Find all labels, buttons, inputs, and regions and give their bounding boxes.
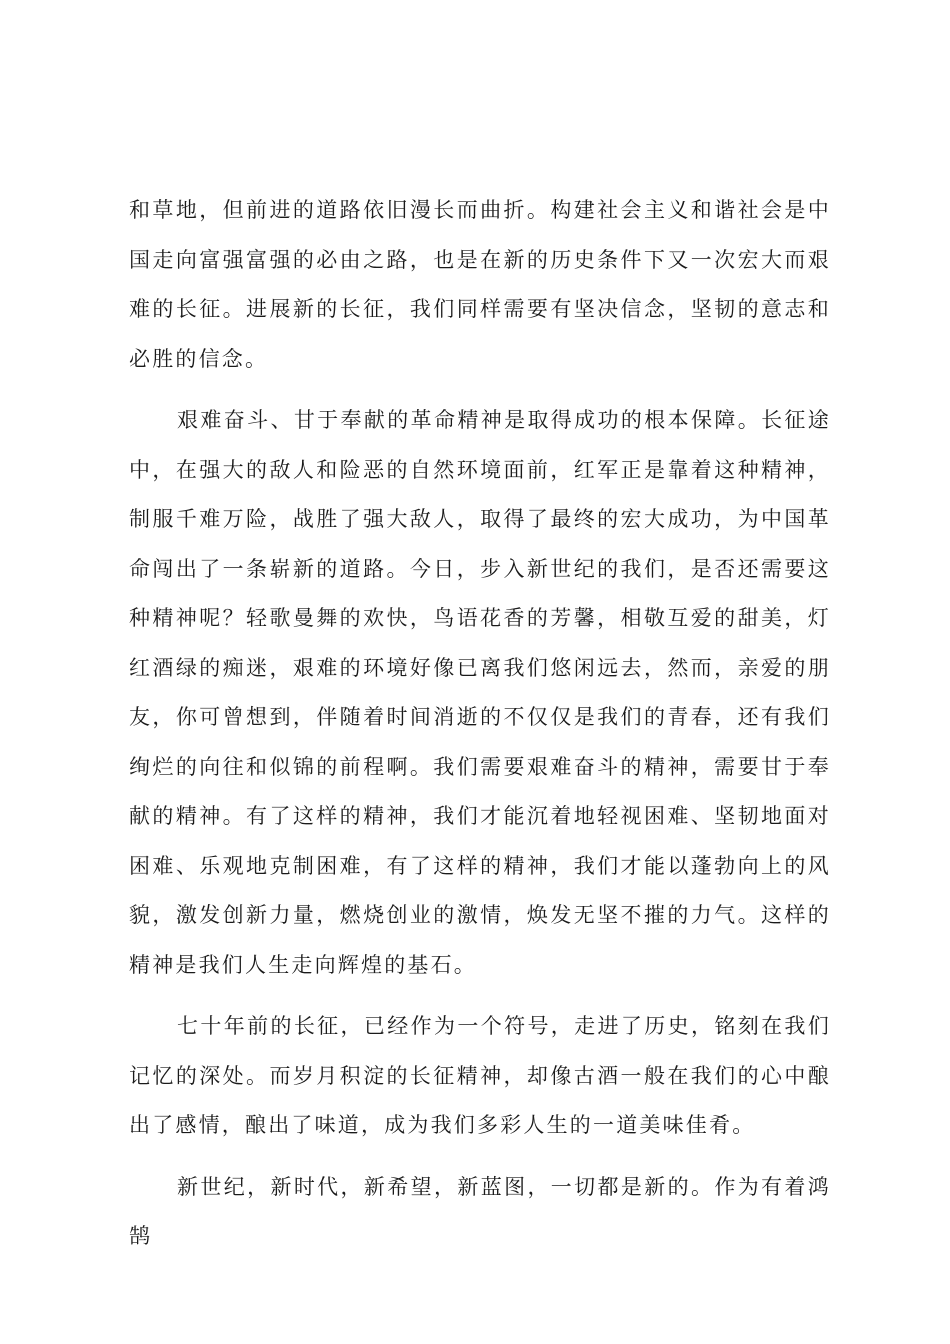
- paragraph-2: 艰难奋斗、甘于奉献的革命精神是取得成功的根本保障。长征途中，在强大的敌人和险恶的自然环境面前，红军正是靠着这种精神，制服千难万险，战胜了强大敌人，取得了最终的宏大成功，为中国革命闯出了一条崭新的道路。今日，步入新世纪的我们，是否还需要这种精神呢？轻歌曼舞的欢快，鸟语花香的芳馨，相敬互爱的甜美，灯红酒绿的痴迷，艰难的环境好像已离我们悠闲远去，然而，亲爱的朋友，你可曾想到，伴随着时间消逝的不仅仅是我们的青春，还有我们绚烂的向往和似锦的前程啊。我们需要艰难奋斗的精神，需要甘于奉献的精神。有了这样的精神，我们才能沉着地轻视困难、坚韧地面对困难、乐观地克制困难，有了这样的精神，我们才能以蓬勃向上的风貌，激发创新力量，燃烧创业的激情，焕发无坚不摧的力气。这样的精神是我们人生走向辉煌的基石。: [129, 408, 831, 977]
- paragraph-4: 新世纪，新时代，新希望，新蓝图，一切都是新的。作为有着鸿鹄: [129, 1174, 831, 1248]
- paragraph-1: 和草地，但前进的道路依旧漫长而曲折。构建社会主义和谐社会是中国走向富强富强的必由之路，也是在新的历史条件下又一次宏大而艰难的长征。进展新的长征，我们同样需要有坚决信念，坚韧的意志和必胜的信念。: [129, 198, 831, 371]
- paragraph-3: 七十年前的长征，已经作为一个符号，走进了历史，铭刻在我们记忆的深处。而岁月积淀的长征精神，却像古酒一般在我们的心中酿出了感情，酿出了味道，成为我们多彩人生的一道美味佳肴。: [129, 1014, 831, 1137]
- document-body: [129, 186, 831, 1262]
